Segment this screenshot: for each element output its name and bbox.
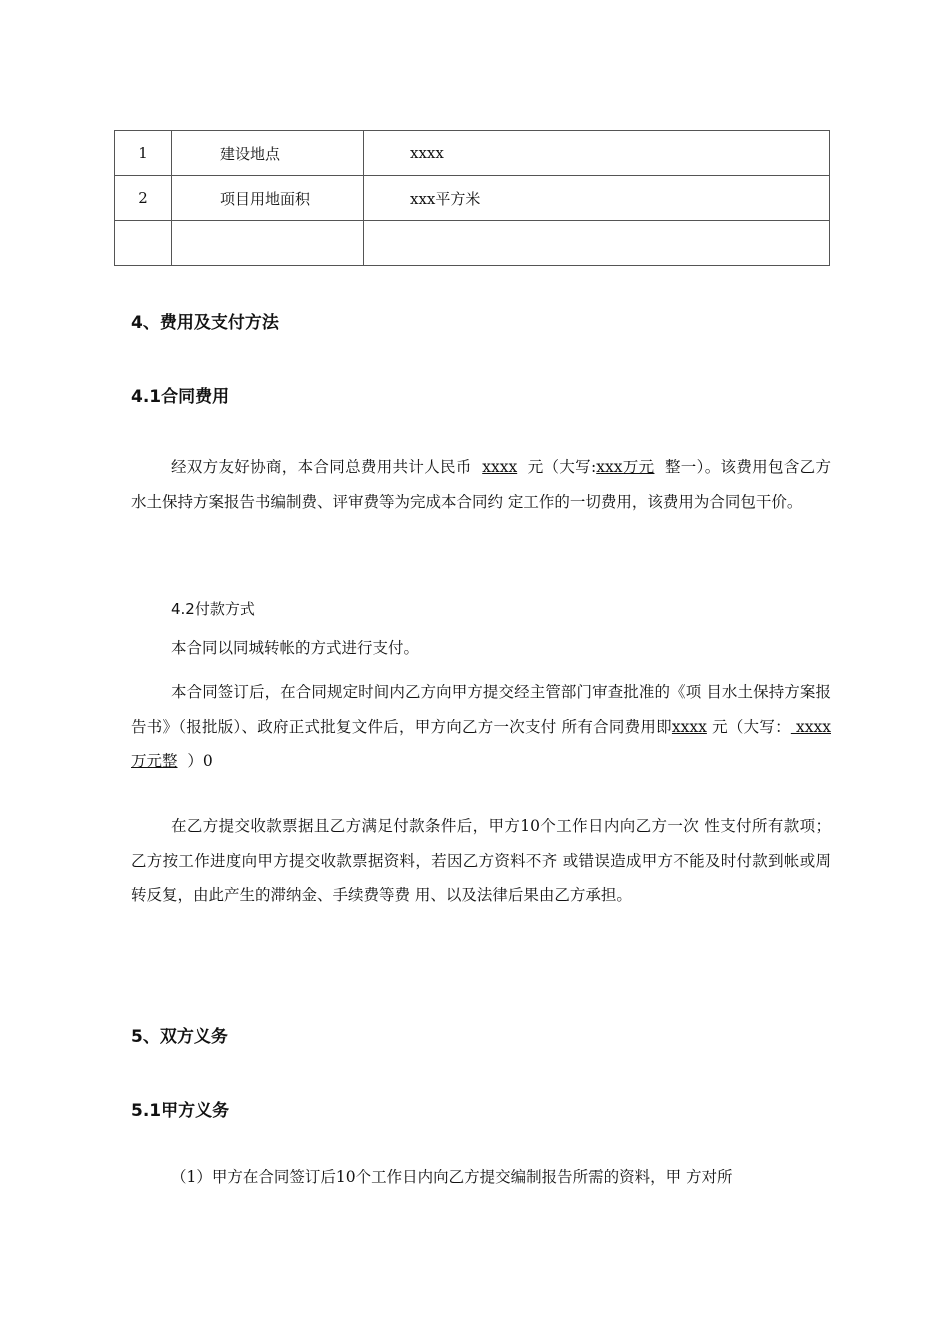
project-info-table bbox=[114, 130, 830, 266]
section-5-heading: 5、双方义务 bbox=[131, 1027, 228, 1047]
text-run: 经双方友好协商，本合同总费用共计人民币 bbox=[171, 458, 472, 476]
table-row bbox=[115, 221, 830, 266]
section-4-heading: 4、费用及支付方法 bbox=[131, 313, 279, 333]
row-value: xxxx bbox=[364, 131, 830, 176]
row-number: 1 bbox=[115, 131, 172, 176]
section-4-1-heading: 4.1合同费用 bbox=[131, 387, 230, 407]
row-label: 建设地点 bbox=[172, 131, 364, 176]
contract-fee-paragraph bbox=[131, 450, 831, 519]
text-run: ）0 bbox=[187, 752, 213, 770]
row-value bbox=[364, 221, 830, 266]
row-number: 2 bbox=[115, 176, 172, 221]
payment-amount-upper: xxxx万元整 bbox=[131, 717, 831, 770]
text-run: 本合同签订后，在合同规定时间内乙方向甲方提交经主管部门审查批准的《项 目水土保持方案报告书》（报批版）、政府正式批复文件后，甲方向乙方一次支付 所有合同费用即 bbox=[131, 683, 831, 736]
text-run: 元（大写： bbox=[712, 717, 791, 736]
table-row bbox=[115, 176, 830, 221]
payment-amount: xxxx bbox=[671, 717, 707, 736]
row-label: 项目用地面积 bbox=[172, 176, 364, 221]
row-value: xxx平方米 bbox=[364, 176, 830, 221]
section-4-2-heading: 4.2付款方式 bbox=[171, 600, 255, 618]
party-a-obligation-1: （1）甲方在合同签订后10个工作日内向乙方提交编制报告所需的资料，甲 方对所 bbox=[171, 1168, 733, 1186]
invoice-terms-paragraph: 在乙方提交收款票据且乙方满足付款条件后，甲方10个工作日内向乙方一次 性支付所有款项；乙方按工作进度向甲方提交收款票据资料，若因乙方资料不齐 或错误造成甲方不能及时付款到帐或周转反复，由此产生的滞纳金、手续费等费 用、以及法律后果由乙方承担。 bbox=[131, 817, 831, 904]
section-5-1-heading: 5.1甲方义务 bbox=[131, 1101, 230, 1121]
row-number bbox=[115, 221, 172, 266]
table-row bbox=[115, 131, 830, 176]
payment-terms-paragraph bbox=[131, 675, 831, 779]
row-label bbox=[172, 221, 364, 266]
text-run: 整一）。该费用包含乙方水土保持方案报告书编制费、评审费等为完成本合同约 定工作的一切费用，该费用为合同包干价。 bbox=[131, 458, 831, 511]
fee-amount-upper: xxx万元 bbox=[596, 458, 655, 476]
text-run: 元（大写: bbox=[527, 458, 597, 476]
fee-amount: xxxx bbox=[482, 458, 518, 476]
payment-method-paragraph: 本合同以同城转帐的方式进行支付。 bbox=[171, 639, 420, 657]
